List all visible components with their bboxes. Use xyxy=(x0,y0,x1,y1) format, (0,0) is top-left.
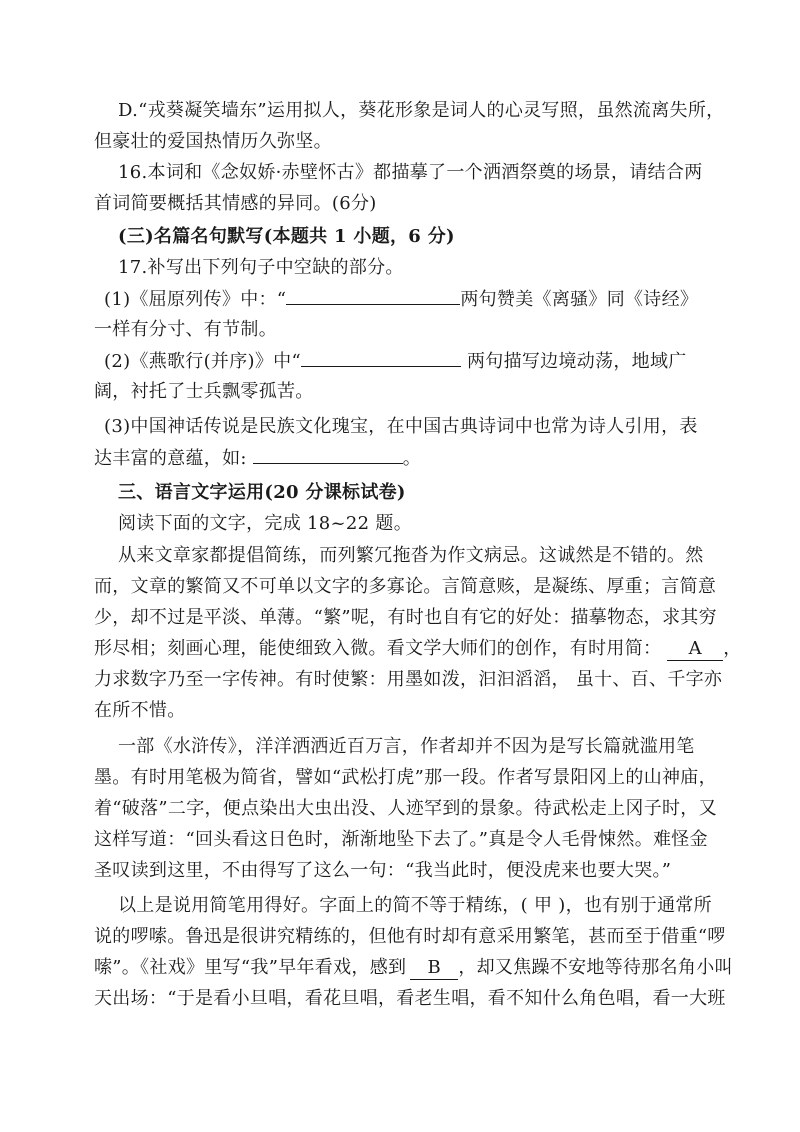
passage-p3-line4: 天出场：“于是看小旦唱，看花旦唱，看老生唱，看不知什么角色唱，看一大班 xyxy=(94,988,726,1009)
blank-b[interactable]: B xyxy=(410,957,458,980)
passage-p3-line3 xyxy=(94,953,733,983)
passage-p3-line2: 说的啰嗦。鲁迅是很讲究精练的，但他有时却有意采用繁笔，甚而至于借重“啰 xyxy=(94,926,726,947)
passage-p1-line3: 少，却不过是平淡、单薄。“繁”呢，有时也自有它的好处：描摹物态，求其穷 xyxy=(94,607,717,628)
passage-p2-line3: 着“破落”二字，便点染出大虫出没、人迹罕到的景象。待武松走上冈子时，又 xyxy=(94,798,717,819)
q17-item2-line1 xyxy=(104,346,687,377)
q17-item1-line1 xyxy=(104,284,698,315)
passage-p1-line4-before: 形尽相；刻画心理，能使细致入微。看文学大师们的创作，有时用简： xyxy=(94,638,662,659)
q17-item2-blank[interactable] xyxy=(301,346,461,367)
q17-item3-line2 xyxy=(94,443,421,474)
question-17-intro: 17.补写出下列句子中空缺的部分。 xyxy=(118,257,404,278)
section-heading-famous-lines: (三)名篇名句默写(本题共 1 小题，6 分) xyxy=(118,226,455,247)
q17-item3-blank[interactable] xyxy=(253,443,403,464)
q17-item3-prefix: 达丰富的意蕴，如: xyxy=(94,448,247,469)
q17-item2-line2: 阔，衬托了士兵飘零孤苦。 xyxy=(94,381,314,402)
passage-p1-line1: 从来文章家都提倡简练，而列繁冗拖沓为作文病忌。这诚然是不错的。然 xyxy=(118,545,704,566)
part-3-intro: 阅读下面的文字，完成 18~22 题。 xyxy=(118,513,413,534)
q17-item1-suffix: 两句赞美《离骚》同《诗经》 xyxy=(460,289,699,310)
passage-p1-line6: 在所不惜。 xyxy=(94,700,186,721)
option-d-line1: D.“戎葵凝笑墙东”运用拟人，葵花形象是词人的心灵写照，虽然流离失所， xyxy=(118,100,725,121)
passage-p1-line2: 而，文章的繁简又不可单以文字的多寡论。言简意赅，是凝练、厚重；言简意 xyxy=(94,576,717,597)
blank-a[interactable]: A xyxy=(667,638,723,661)
passage-p3-line1: 以上是说用简笔用得好。字面上的简不等于精练，( 甲 )，也有别于通常所 xyxy=(118,895,712,916)
q17-item3-line1: (3)中国神话传说是民族文化瑰宝，在中国古典诗词中也常为诗人引用，表 xyxy=(104,416,698,437)
question-16-line2: 首词简要概括其情感的异同。(6分) xyxy=(94,193,377,214)
passage-p1-line4-after: ， xyxy=(723,638,742,659)
passage-p2-line5: 圣叹读到这里，不由得写了这么一句：“我当此时，便没虎来也要大哭。” xyxy=(94,860,672,881)
q17-item1-blank[interactable] xyxy=(286,284,460,305)
passage-p2-line4: 这样写道：“回头看这日色时，渐渐地坠下去了。”真是令人毛骨悚然。难怪金 xyxy=(94,829,708,850)
passage-p2-line1: 一部《水浒传》，洋洋洒洒近百万言，作者却并不因为是写长篇就滥用笔 xyxy=(118,736,695,757)
part-3-heading: 三、语言文字运用(20 分课标试卷) xyxy=(118,482,406,503)
q17-item2-prefix: (2)《燕歌行(并序)》中“ xyxy=(104,351,301,372)
q17-item1-prefix: (1)《屈原列传》中：“ xyxy=(104,289,287,310)
passage-p3-line3-after: ，却又焦躁不安地等待那名角小叫 xyxy=(458,957,733,978)
question-16-line1: 16.本词和《念奴娇·赤壁怀古》都描摹了一个洒酒祭奠的场景，请结合两 xyxy=(118,162,703,183)
option-d-line2: 但豪壮的爱国热情历久弥坚。 xyxy=(94,131,332,152)
q17-item2-suffix: 两句描写边境动荡，地域广 xyxy=(460,351,687,372)
q17-item3-suffix: 。 xyxy=(402,448,422,469)
passage-p1-line4 xyxy=(94,634,742,664)
passage-p2-line2: 墨。有时用笔极为简省，譬如“武松打虎”那一段。作者写景阳冈上的山神庙， xyxy=(94,767,717,788)
passage-p1-line5: 力求数字乃至一字传神。有时使繁：用墨如泼，汩汩滔滔， 虽十、百、千字亦 xyxy=(94,669,723,690)
passage-p3-line3-before: 嗦”。《社戏》里写“我”早年看戏，感到 xyxy=(94,957,407,978)
q17-item1-line2: 一样有分寸、有节制。 xyxy=(94,319,277,340)
